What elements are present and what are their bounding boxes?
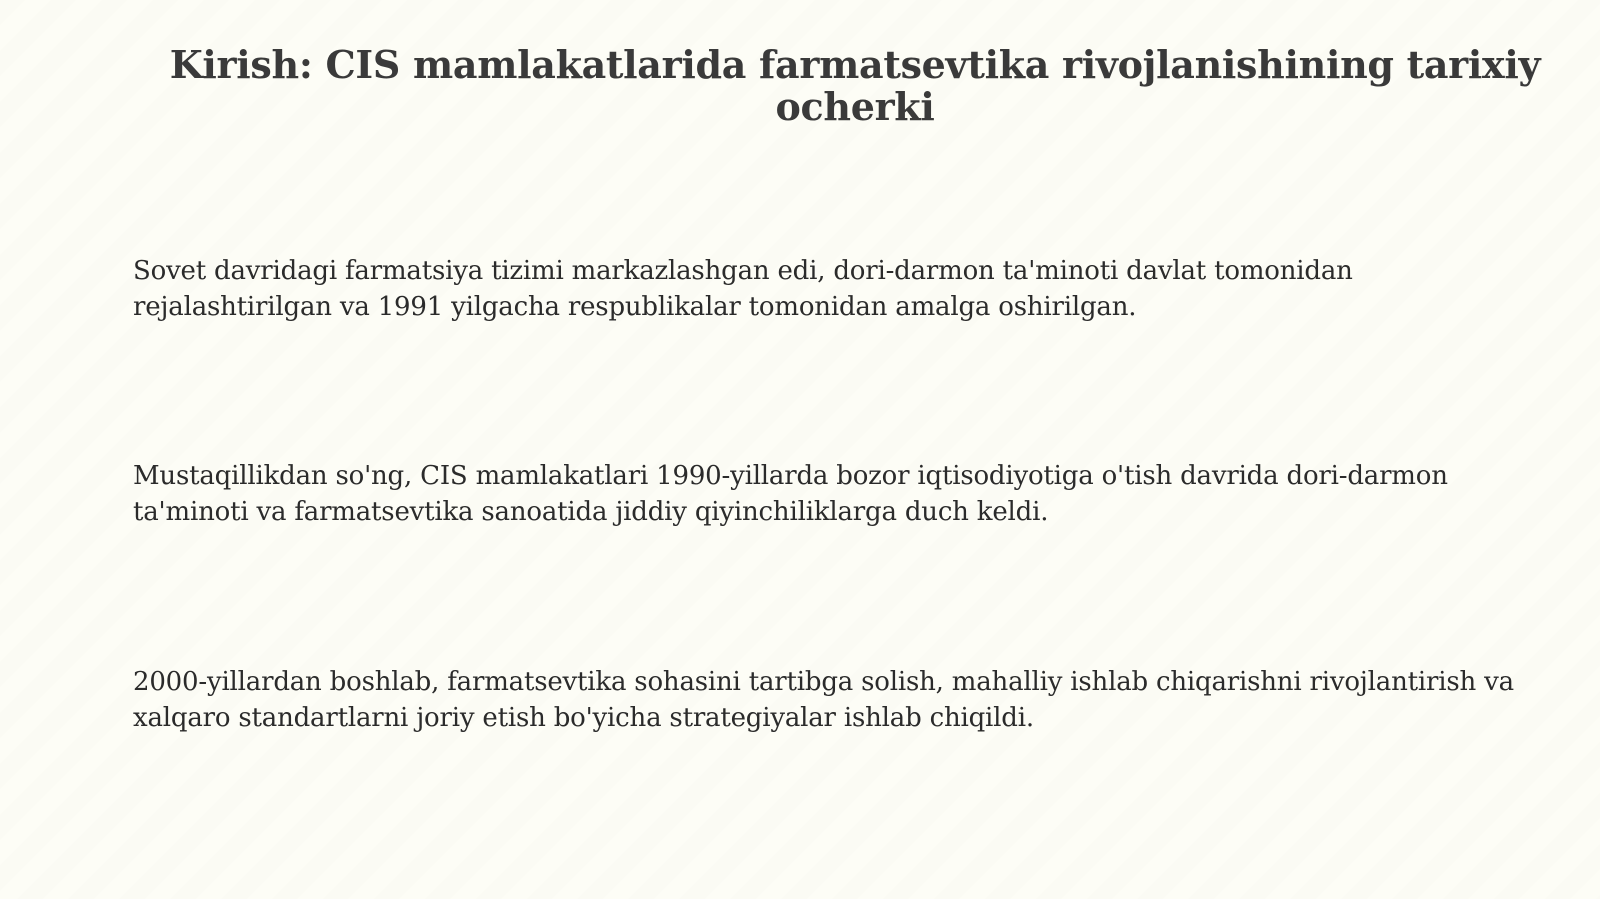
slide-title: Kirish: CIS mamlakatlarida farmatsevtika rivojlanishining tarixiy ocherki — [169, 42, 1541, 129]
paragraph-soviet-period: Sovet davridagi farmatsiya tizimi markazlashgan edi, dori-darmon ta'minoti davlat tomonidan rejalashtirilgan va 1991 yilgacha respublikalar tomonidan amalga oshirilgan. — [133, 256, 1353, 322]
paragraph-2000s-strategies: 2000-yillardan boshlab, farmatsevtika sohasini tartibga solish, mahalliy ishlab chiqarishni rivojlantirish va xalqaro standartlarni joriy etish bo'yicha strategiyalar ishlab chiqildi. — [133, 667, 1514, 733]
paragraph-independence-period: Mustaqillikdan so'ng, CIS mamlakatlari 1990-yillarda bozor iqtisodiyotiga o'tish davrida dori-darmon ta'minoti va farmatsevtika sanoatida jiddiy qiyinchiliklarga duch keldi. — [133, 461, 1448, 527]
